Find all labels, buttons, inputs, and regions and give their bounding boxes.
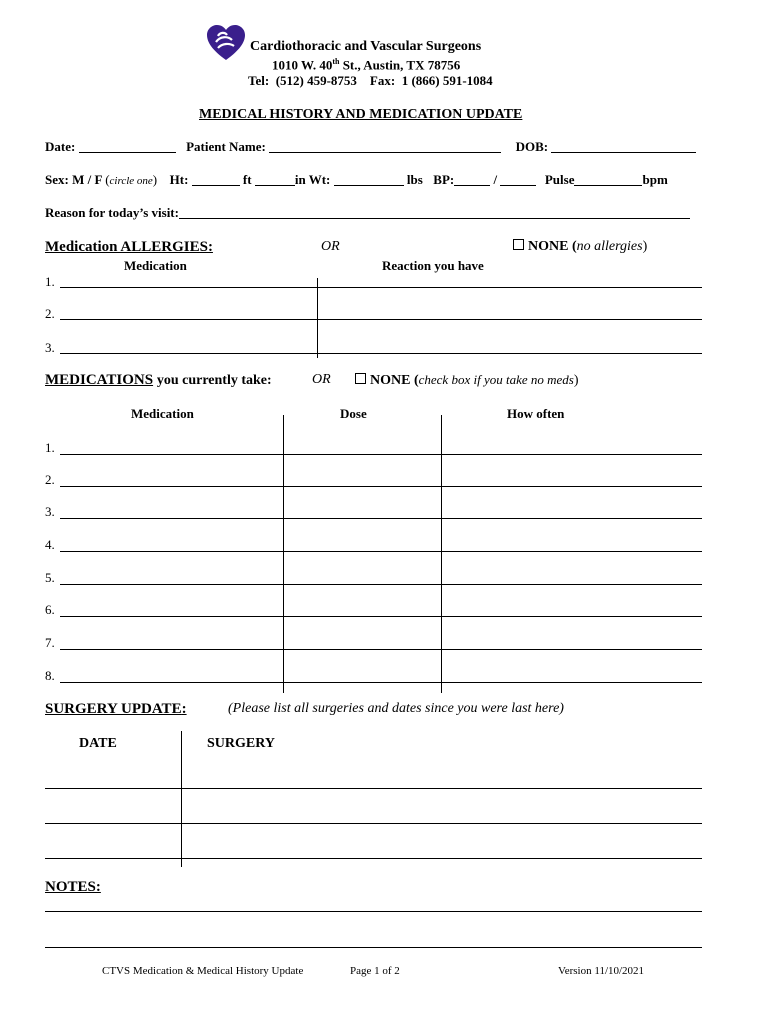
footer-page: Page 1 of 2 (350, 965, 400, 977)
pulse-label: Pulse (544, 172, 575, 187)
medication-row-number: 5. (45, 570, 55, 585)
allergies-heading: Medication ALLERGIES: (45, 239, 213, 255)
allergy-row-line[interactable] (60, 319, 702, 320)
wt-label: Wt: (308, 172, 331, 187)
allergy-row-line[interactable] (60, 353, 702, 354)
org-address (272, 57, 460, 73)
surgery-column-divider (181, 731, 182, 867)
dob-label: DOB: (515, 139, 549, 154)
sex-hint: circle one (109, 175, 153, 187)
ht-in-field[interactable] (255, 173, 295, 186)
address-prefix: 1010 W. 40 (272, 57, 333, 73)
medication-row-number: 6. (45, 602, 55, 617)
medication-row-line[interactable] (60, 551, 702, 552)
medications-col-how-often: How often (507, 406, 565, 421)
ht-label: Ht: (169, 172, 189, 187)
surgery-row-line[interactable] (45, 788, 702, 789)
surgery-row-line[interactable] (45, 823, 702, 824)
date-field[interactable] (79, 140, 176, 153)
bp-diastolic-field[interactable] (500, 173, 536, 186)
allergy-row-number: 2. (45, 306, 55, 321)
reason-label: Reason for today’s visit: (45, 205, 179, 220)
allergies-none-checkbox[interactable] (513, 239, 524, 250)
ht-ft-field[interactable] (192, 173, 240, 186)
allergy-row-number: 3. (45, 340, 55, 355)
page-title: MEDICAL HISTORY AND MEDICATION UPDATE (199, 107, 523, 122)
sex-label: Sex: (45, 172, 69, 187)
notes-line[interactable] (45, 911, 702, 912)
bp-systolic-field[interactable] (454, 173, 490, 186)
dob-field[interactable] (551, 140, 696, 153)
allergies-or: OR (321, 239, 340, 254)
medications-heading-row (45, 372, 272, 389)
address-suffix: St., Austin, TX 78756 (339, 57, 461, 73)
medication-row-line[interactable] (60, 682, 702, 683)
medication-row-line[interactable] (60, 518, 702, 519)
in-label: in (294, 172, 306, 187)
pulse-field[interactable] (574, 173, 642, 186)
medication-row-number: 3. (45, 504, 55, 519)
date-label: Date: (45, 139, 76, 154)
patient-name-field[interactable] (269, 140, 501, 153)
medication-row-line[interactable] (60, 649, 702, 650)
address-sup: th (332, 57, 340, 66)
bp-separator: / (493, 172, 498, 187)
allergies-none-option[interactable]: NONE (no allergies) (513, 239, 647, 255)
allergies-column-divider (317, 278, 318, 358)
medication-row-number: 4. (45, 537, 55, 552)
footer-doc-name: CTVS Medication & Medical History Update (102, 965, 304, 977)
bp-label: BP: (433, 172, 455, 187)
allergies-none-label: NONE (528, 239, 569, 254)
medications-divider-how-often (441, 415, 442, 693)
vitals-row: Sex: M / F (circle one) Ht: ft in Wt: lbs BP: / Pulse bpm (45, 172, 668, 187)
surgery-row-line[interactable] (45, 858, 702, 859)
medication-row-line[interactable] (60, 616, 702, 617)
medication-row-line[interactable] (60, 454, 702, 455)
surgery-col-surgery: SURGERY (207, 736, 275, 751)
bpm-label: bpm (642, 172, 668, 187)
medications-or: OR (312, 372, 331, 387)
lbs-label: lbs (406, 172, 423, 187)
medication-row-number: 7. (45, 635, 55, 650)
medication-row-line[interactable] (60, 486, 702, 487)
medications-none-label: NONE (370, 373, 411, 388)
medications-heading-suffix: you currently take: (156, 373, 272, 388)
wt-field[interactable] (334, 173, 404, 186)
medication-row-number: 1. (45, 440, 55, 455)
heart-logo-icon (206, 24, 246, 62)
org-name: Cardiothoracic and Vascular Surgeons (250, 39, 482, 54)
surgery-note: (Please list all surgeries and dates since you were last here) (228, 701, 564, 716)
medications-none-hint: check box if you take no meds (418, 372, 574, 387)
allergies-none-hint: no allergies (576, 239, 643, 254)
medication-row-line[interactable] (60, 584, 702, 585)
allergies-col-reaction: Reaction you have (382, 258, 484, 273)
surgery-col-date: DATE (79, 736, 117, 751)
footer-version: Version 11/10/2021 (558, 965, 645, 977)
org-phone-fax: Tel: (512) 459-8753 Fax: 1 (866) 591-1084 (248, 73, 493, 88)
medications-divider-dose (283, 415, 284, 693)
patient-name-label: Patient Name: (186, 139, 266, 154)
medications-col-medication: Medication (131, 406, 194, 421)
ft-label: ft (242, 172, 252, 187)
medication-row-number: 8. (45, 668, 55, 683)
sex-options[interactable]: M / F (72, 172, 102, 187)
reason-field[interactable] (179, 206, 690, 219)
patient-info-row (45, 139, 696, 155)
surgery-heading: SURGERY UPDATE: (45, 701, 187, 717)
allergy-row-number: 1. (45, 274, 55, 289)
medication-row-number: 2. (45, 472, 55, 487)
medications-heading: MEDICATIONS (45, 372, 154, 388)
medications-col-dose: Dose (340, 406, 367, 421)
medications-none-checkbox[interactable] (355, 373, 366, 384)
notes-heading: NOTES: (45, 879, 101, 895)
reason-row (45, 205, 690, 221)
notes-line[interactable] (45, 947, 702, 948)
allergy-row-line[interactable] (60, 287, 702, 288)
allergies-col-medication: Medication (124, 258, 187, 273)
medications-none-option[interactable]: NONE (check box if you take no meds) (355, 372, 579, 389)
